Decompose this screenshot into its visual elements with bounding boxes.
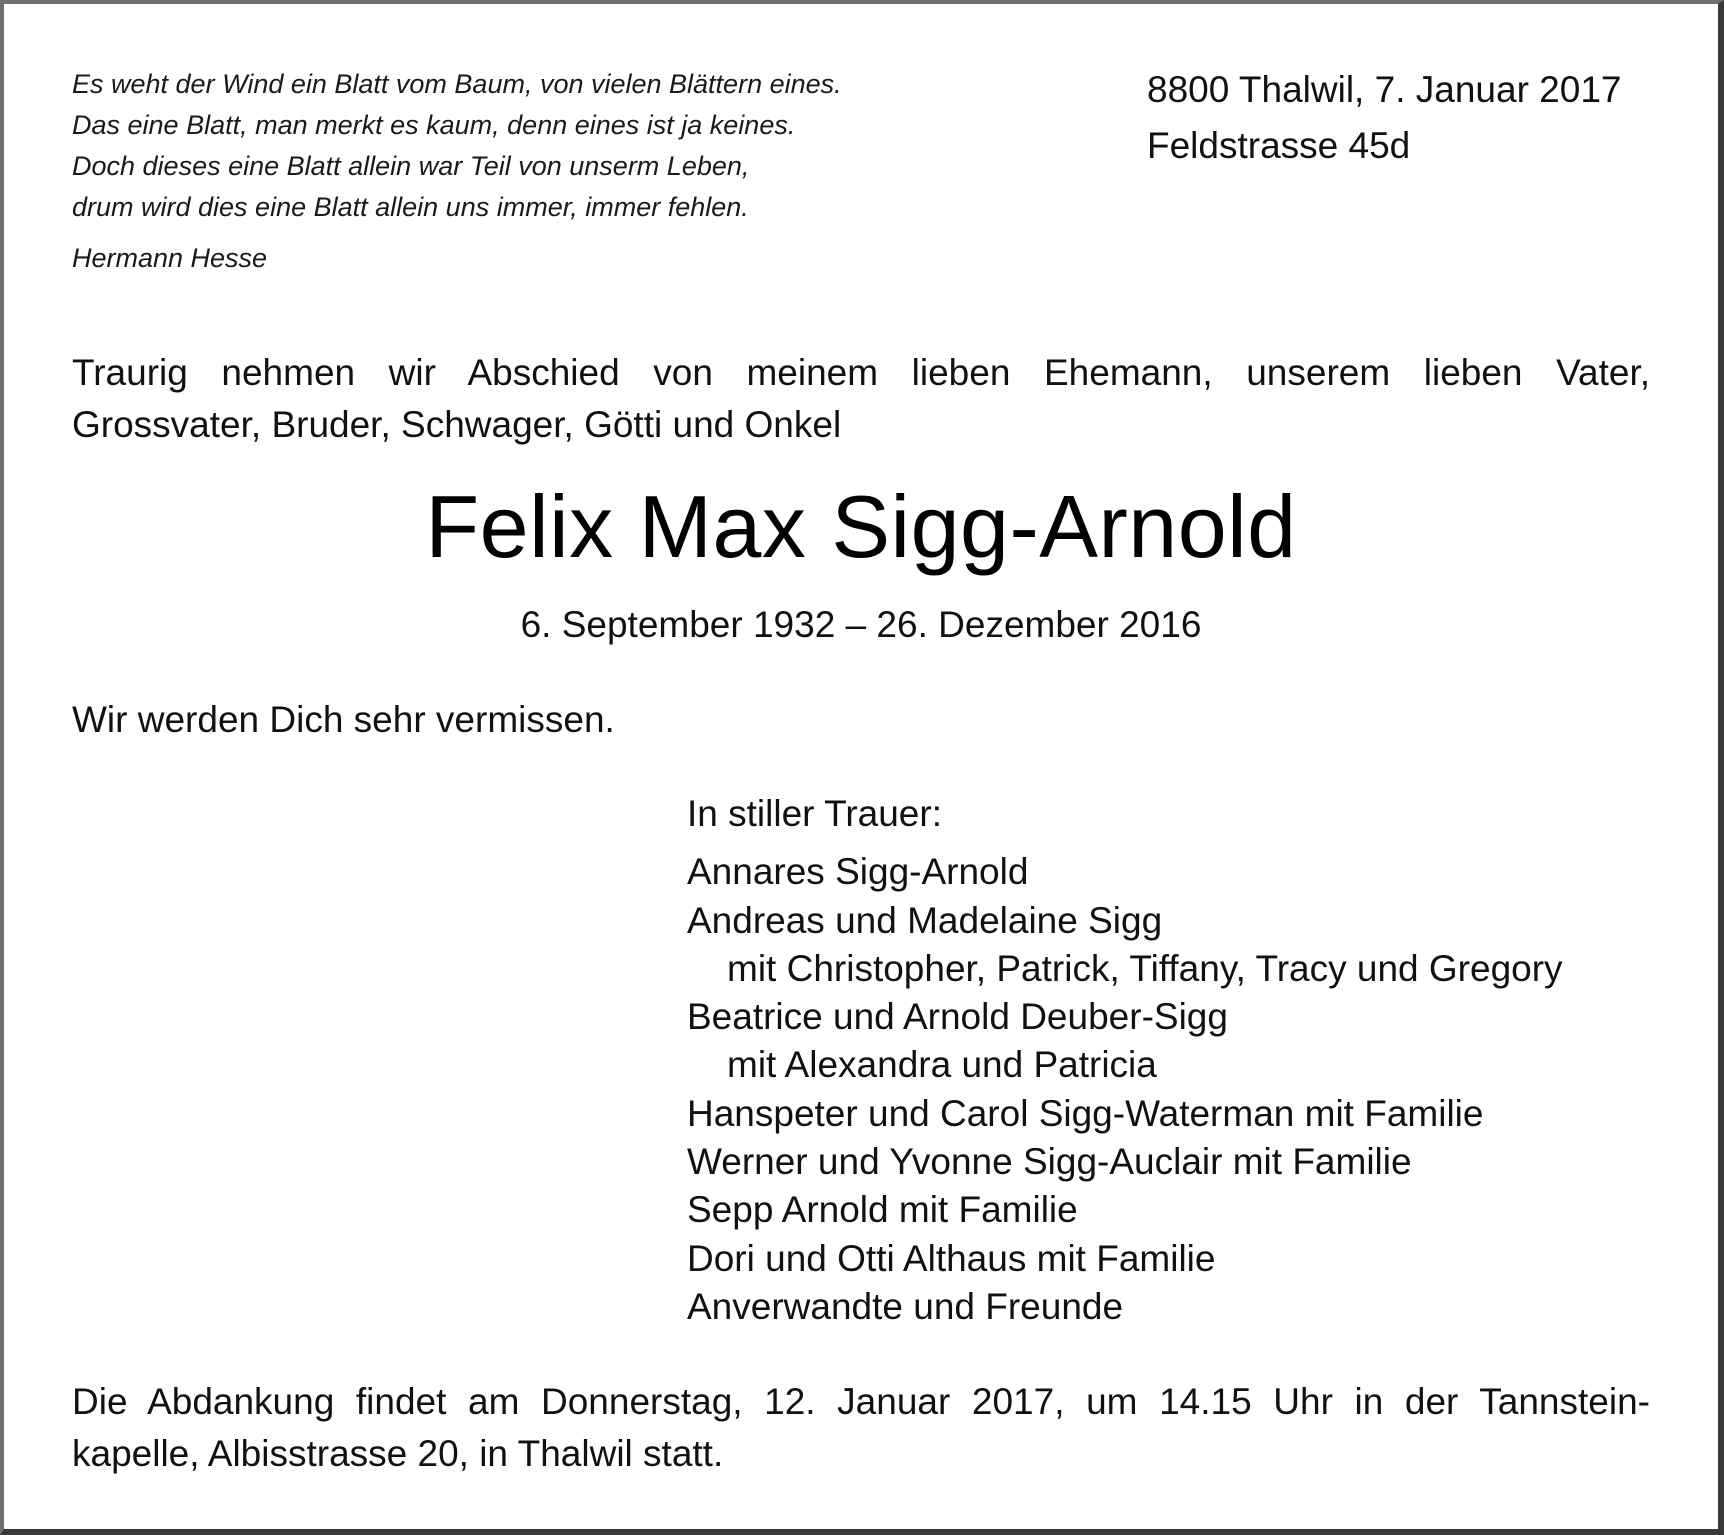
poem-line: Es weht der Wind ein Blatt vom Baum, von vielen Blättern eines. — [72, 69, 842, 99]
mourner-entry: Hanspeter und Carol Sigg-Waterman mit Familie — [687, 1092, 1484, 1134]
obituary-content — [72, 4, 1650, 1529]
service-notice — [72, 1376, 1650, 1480]
life-dates: 6. September 1932 – 26. Dezember 2016 — [520, 604, 1202, 645]
poem-line: Das eine Blatt, man merkt es kaum, denn eines ist ja keines. — [72, 110, 796, 140]
mourners-heading: In stiller Trauer: — [687, 793, 942, 834]
mourner-entry: mit Alexandra und Patricia — [727, 1044, 1157, 1086]
deceased-name: Felix Max Sigg-Arnold — [425, 477, 1297, 576]
street-address: Feldstrasse 45d — [1147, 125, 1411, 166]
mourner-entry: Sepp Arnold mit Familie — [687, 1189, 1078, 1231]
farewell-text: Wir werden Dich sehr vermissen. — [72, 699, 615, 740]
mourners-list — [687, 790, 1563, 1331]
poem-line: drum wird dies eine Blatt allein uns immer, immer fehlen. — [72, 192, 749, 222]
poem-author: Hermann Hesse — [72, 243, 268, 273]
service-line-2: kapelle, Albisstrasse 20, in Thalwil statt. — [72, 1433, 724, 1474]
mourner-entry: Anverwandte und Freunde — [687, 1285, 1124, 1327]
place-and-date — [1147, 62, 1621, 174]
intro-text — [72, 347, 1650, 451]
mourner-entry: mit Christopher, Patrick, Tiffany, Tracy und Gregory — [727, 947, 1563, 989]
intro-line-2: Grossvater, Bruder, Schwager, Götti und Onkel — [72, 404, 842, 445]
city-date: 8800 Thalwil, 7. Januar 2017 — [1147, 69, 1622, 110]
service-line-1: Die Abdankung findet am Donnerstag, 12. Januar 2017, um 14.15 Uhr in der Tannstein- — [72, 1381, 1650, 1422]
poem-line: Doch dieses eine Blatt allein war Teil von unserm Leben, — [72, 151, 750, 181]
poem-block — [72, 64, 1052, 279]
mourner-entry: Dori und Otti Althaus mit Familie — [687, 1237, 1216, 1279]
mourner-entry: Beatrice und Arnold Deuber-Sigg — [687, 996, 1228, 1038]
mourner-entry: Werner und Yvonne Sigg-Auclair mit Familie — [687, 1141, 1412, 1183]
mourner-entry: Andreas und Madelaine Sigg — [687, 899, 1163, 941]
intro-line-1: Traurig nehmen wir Abschied von meinem lieben Ehemann, unserem lieben Vater, — [72, 352, 1650, 393]
mourner-entry: Annares Sigg-Arnold — [687, 851, 1029, 893]
